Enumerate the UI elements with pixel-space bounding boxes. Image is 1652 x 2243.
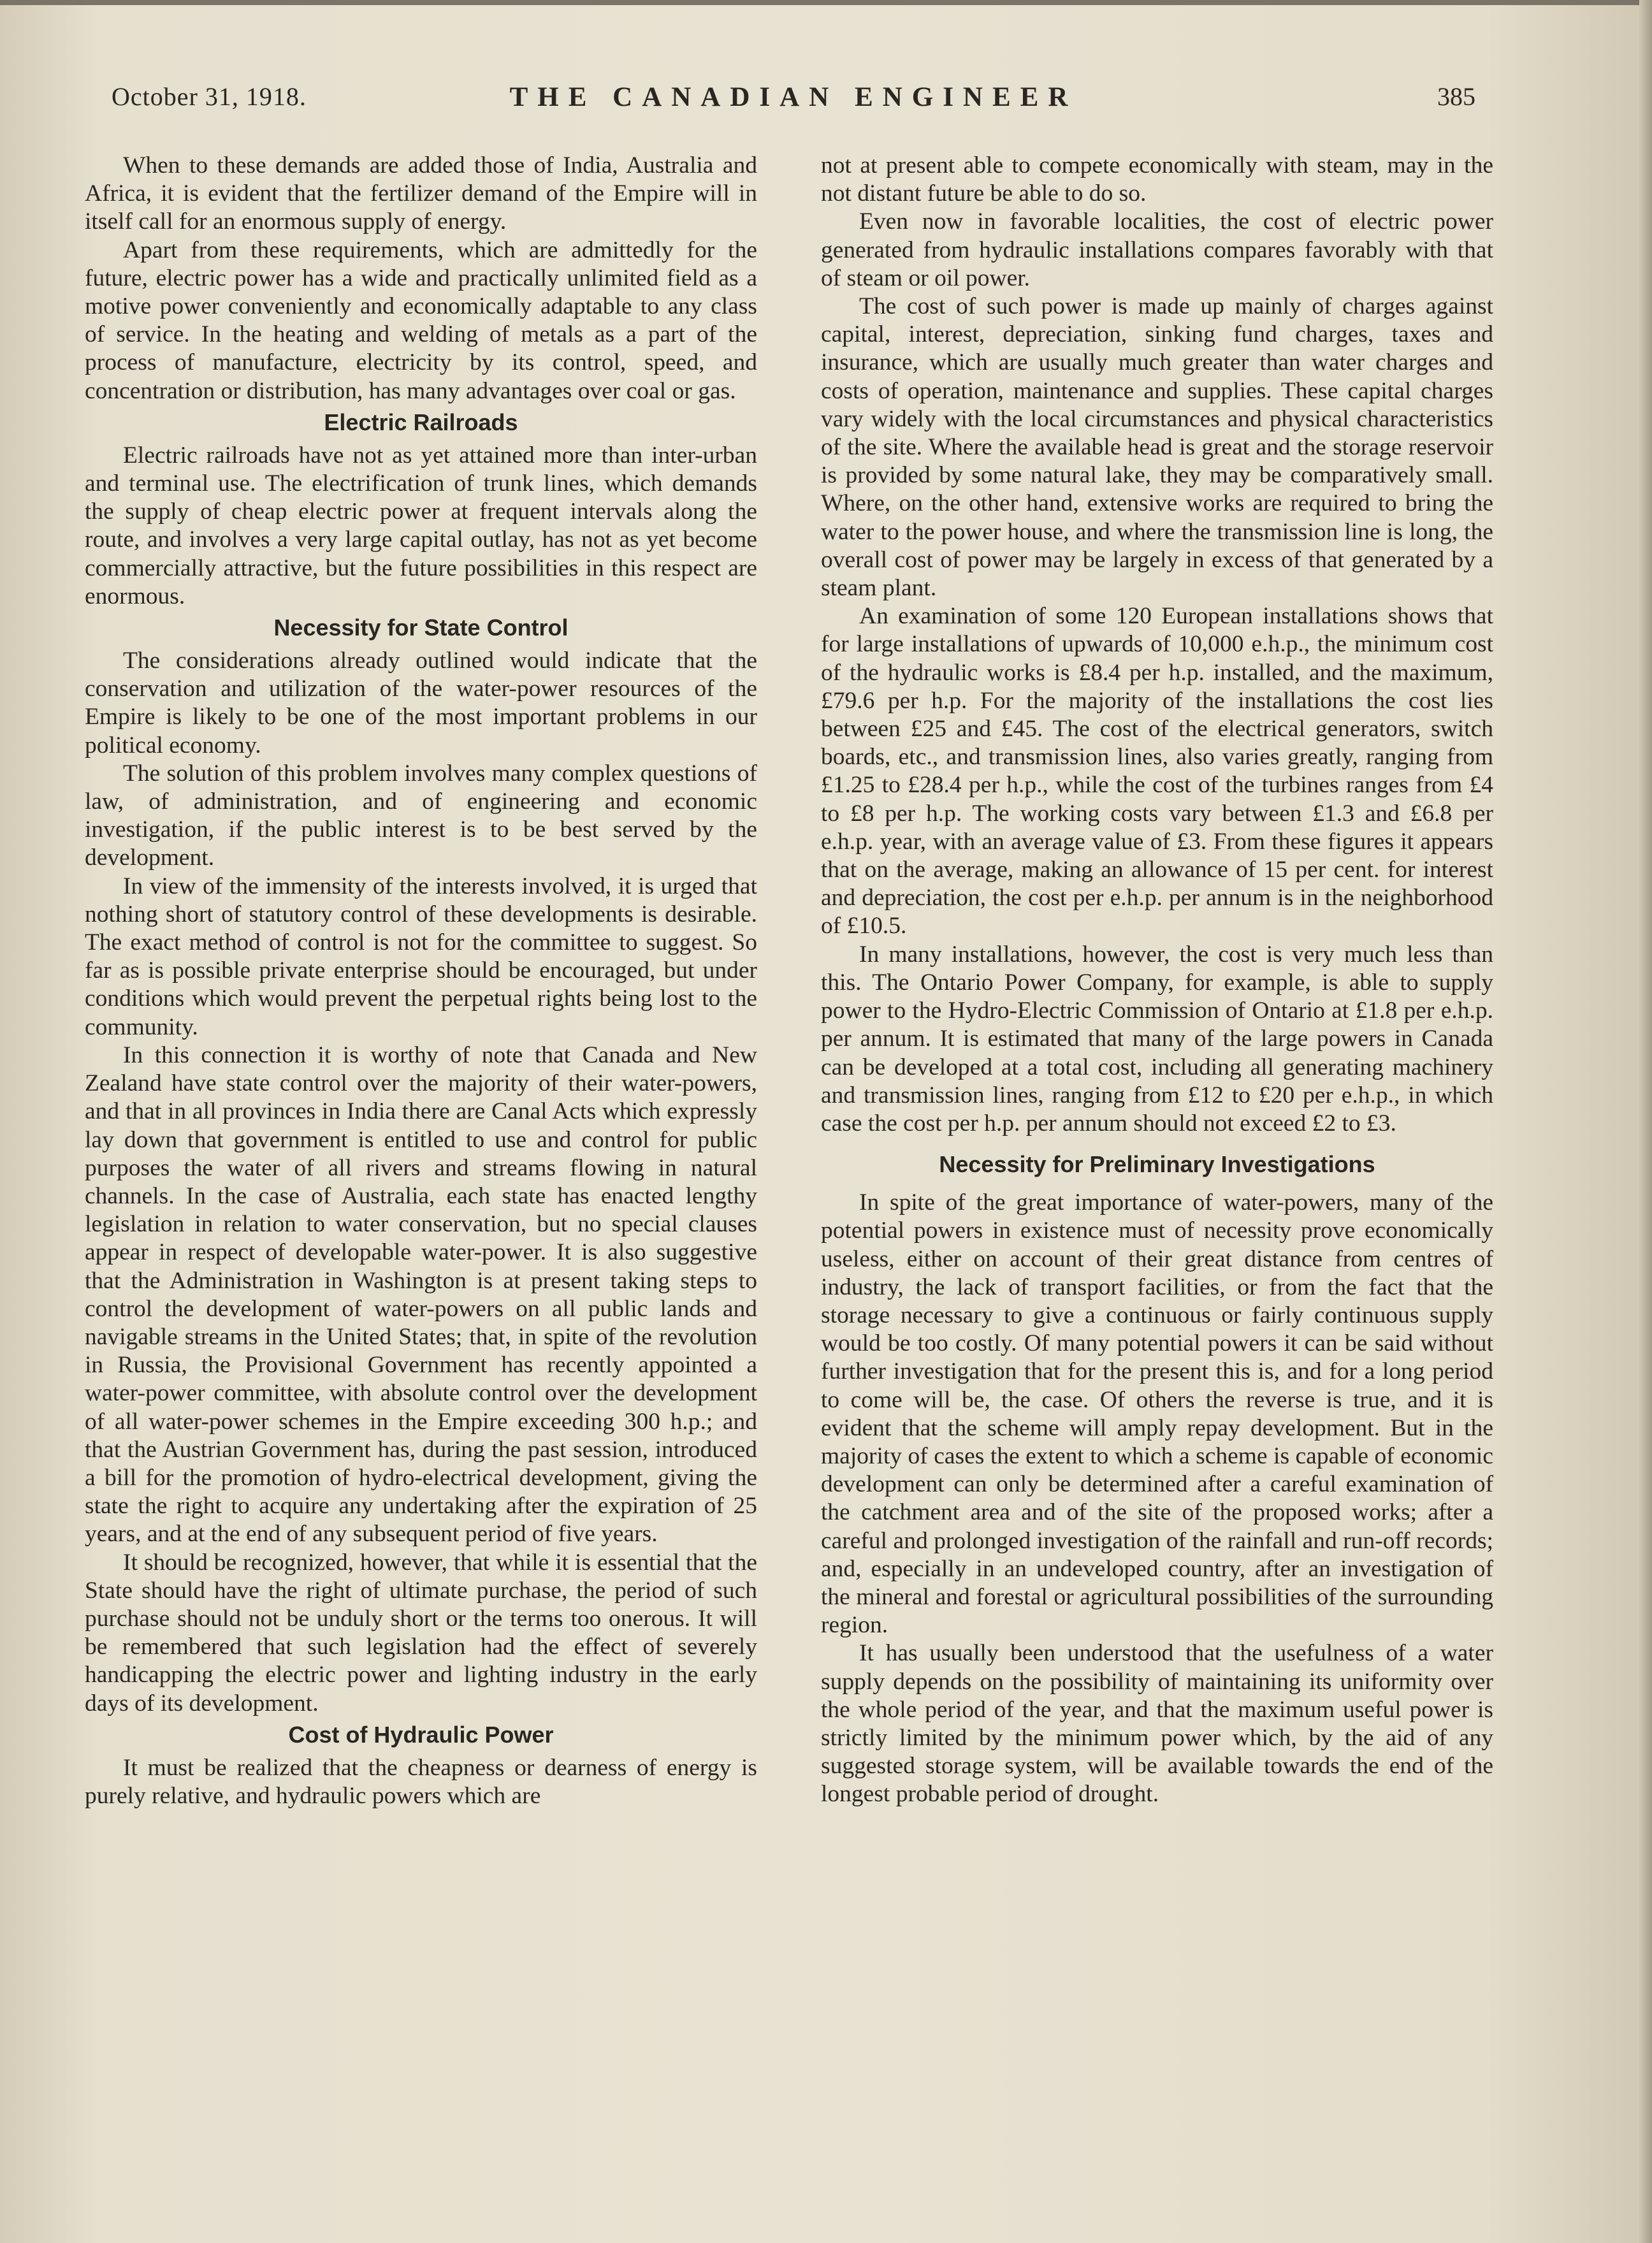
paragraph: In view of the immensity of the interests involved, it is urged that nothing short of statutory control of these developments is desirable. The exact method of control is not for the committee to suggest. So far as is possible private enterprise should be encouraged, but under conditions which would prevent the perpetual rights being lost to the community.: [85, 873, 757, 1040]
paragraph: Electric railroads have not as yet attained more than inter-urban and terminal use. The electrification of trunk lines, which demands the supply of cheap electric power at frequent intervals along the route, and involves a very large capital outlay, has not as yet become commercially attractive, but the future possibilities in this respect are enormous.: [85, 442, 757, 609]
paragraph: It has usually been understood that the usefulness of a water supply depends on the possibility of maintaining its uniformity over the whole period of the year, and that the maximum useful power is strictly limited by the minimum power which, by the aid of any suggested storage system, will be available towards the end of the longest probable period of drought.: [821, 1640, 1493, 1808]
paragraph: In spite of the great importance of water-powers, many of the potential powers in existence must of necessity prove economically useless, either on account of their great distance from centres of industry, the lack of transport facilities, or from the fact that the storage necessary to give a continuous or fairly continuous supply would be too costly. Of many potential powers it can be said without further investigation that for the present this is, and for a long period to come will be, the case. Of others the reverse is true, and it is evident that the scheme will amply repay development. But in the majority of cases the extent to which a scheme is capable of economic development can only be determined after a careful examination of the catchment area and of the site of the proposed works; after a careful and prolonged investigation of the rainfall and run-off records; and, especially in an undeveloped country, after an investigation of the mineral and forestal or agricultural possibilities of the surrounding region.: [821, 1189, 1493, 1639]
paragraph: An examination of some 120 European installations shows that for large installations of upwards of 10,000 e.h.p., the minimum cost of the hydraulic works is £8.4 per h.p. installed, and the maximum, £79.6 per h.p. For the majority of the installations the cost lies between £25 and £45. The cost of the electrical generators, switch boards, etc., and transmission lines, also varies greatly, ranging from £1.25 to £28.4 per h.p., while the cost of the turbines ranges from £4 to £8 per h.p. The working costs vary between £1.3 and £6.8 per e.h.p. year, with an average value of £3. From these figures it appears that on the average, making an allowance of 15 per cent. for interest and depreciation, the cost per e.h.p. per annum is in the neighborhood of £10.5.: [821, 603, 1493, 940]
page-binding-edge: [1639, 0, 1652, 2243]
paragraph: Apart from these requirements, which are admittedly for the future, electric power has a wide and practically unlimited field as a motive power conveniently and economically adaptable to any class of service. In the heating and welding of metals as a part of the process of manufacture, electricity by its control, speed, and concentration or distribution, has many advantages over coal or gas.: [85, 236, 757, 404]
paragraph: When to these demands are added those of India, Australia and Africa, it is evident that the fertilizer demand of the Empire will in itself call for an enormous supply of energy.: [85, 152, 757, 235]
paragraph: Even now in favorable localities, the cost of electric power generated from hydraulic installations compares favorably with that of steam or oil power.: [821, 208, 1493, 291]
section-heading: Necessity for State Control: [273, 614, 569, 641]
paragraph: In this connection it is worthy of note that Canada and New Zealand have state control over the majority of their water-powers, and that in all provinces in India there are Canal Acts which expressly lay down that government is entitled to use and control for public purposes the water of all rivers and streams flowing in natural channels. In the case of Australia, each state has enacted lengthy legislation in relation to water conservation, but no special clauses appear in respect of developable water-power. It is also suggestive that the Administration in Washington is at present taking steps to control the development of water-powers on all public lands and navigable streams in the United States; that, in spite of the revolution in Russia, the Provisional Government has recently appointed a water-power committee, with absolute control over the development of all water-power schemes in the Empire exceeding 300 h.p.; and that the Austrian Government has, during the past session, introduced a bill for the promotion of hydro-electrical development, giving the state the right to acquire any undertaking after the expiration of 25 years, and at the end of any subsequent period of five years.: [85, 1042, 757, 1548]
paragraph: The cost of such power is made up mainly of charges against capital, interest, depreciation, sinking fund charges, taxes and insurance, which are usually much greater than water charges and costs of operation, maintenance and supplies. These capital charges vary widely with the local circumstances and physical characteristics of the site. Where the available head is great and the storage reservoir is provided by some natural lake, they may be comparatively small. Where, on the other hand, extensive works are required to bring the water to the power house, and where the transmission line is long, the overall cost of power may be largely in excess of that generated by a steam plant.: [821, 293, 1493, 602]
section-heading: Electric Railroads: [324, 409, 518, 435]
left-column: [85, 152, 757, 1810]
page-top-edge: [0, 0, 1652, 5]
journal-title: THE CANADIAN ENGINEER: [509, 82, 1078, 112]
section-heading: Necessity for Preliminary Investigations: [939, 1151, 1375, 1178]
paragraph: The considerations already outlined would indicate that the conservation and utilization of the water-power resources of the Empire is likely to be one of the most important problems in our political economy.: [85, 648, 757, 759]
section-heading: Cost of Hydraulic Power: [288, 1721, 554, 1748]
paragraph: It should be recognized, however, that while it is essential that the State should have the right of ultimate purchase, the period of such purchase should not be unduly short or the terms too onerous. It will be remembered that such legislation had the effect of severely handicapping the electric power and lighting industry in the early days of its development.: [85, 1549, 757, 1717]
paragraph: It must be realized that the cheapness or dearness of energy is purely relative, and hydraulic powers which are: [85, 1754, 757, 1809]
issue-date: October 31, 1918.: [112, 82, 307, 111]
right-column: [821, 152, 1493, 1809]
paragraph: not at present able to compete economically with steam, may in the not distant future be able to do so.: [821, 152, 1493, 207]
page-number: 385: [1437, 82, 1475, 111]
running-header: [112, 82, 1475, 126]
paragraph: The solution of this problem involves many complex questions of law, of administration, and of engineering and economic investigation, if the public interest is to be best served by the development.: [85, 760, 757, 871]
paragraph: In many installations, however, the cost is very much less than this. The Ontario Power Company, for example, is able to supply power to the Hydro-Electric Commission of Ontario at £1.8 per e.h.p. per annum. It is estimated that many of the large powers in Canada can be developed at a total cost, including all generating machinery and transmission lines, ranging from £12 to £20 per e.h.p., in which case the cost per h.p. per annum should not exceed £2 to £3.: [821, 941, 1493, 1136]
